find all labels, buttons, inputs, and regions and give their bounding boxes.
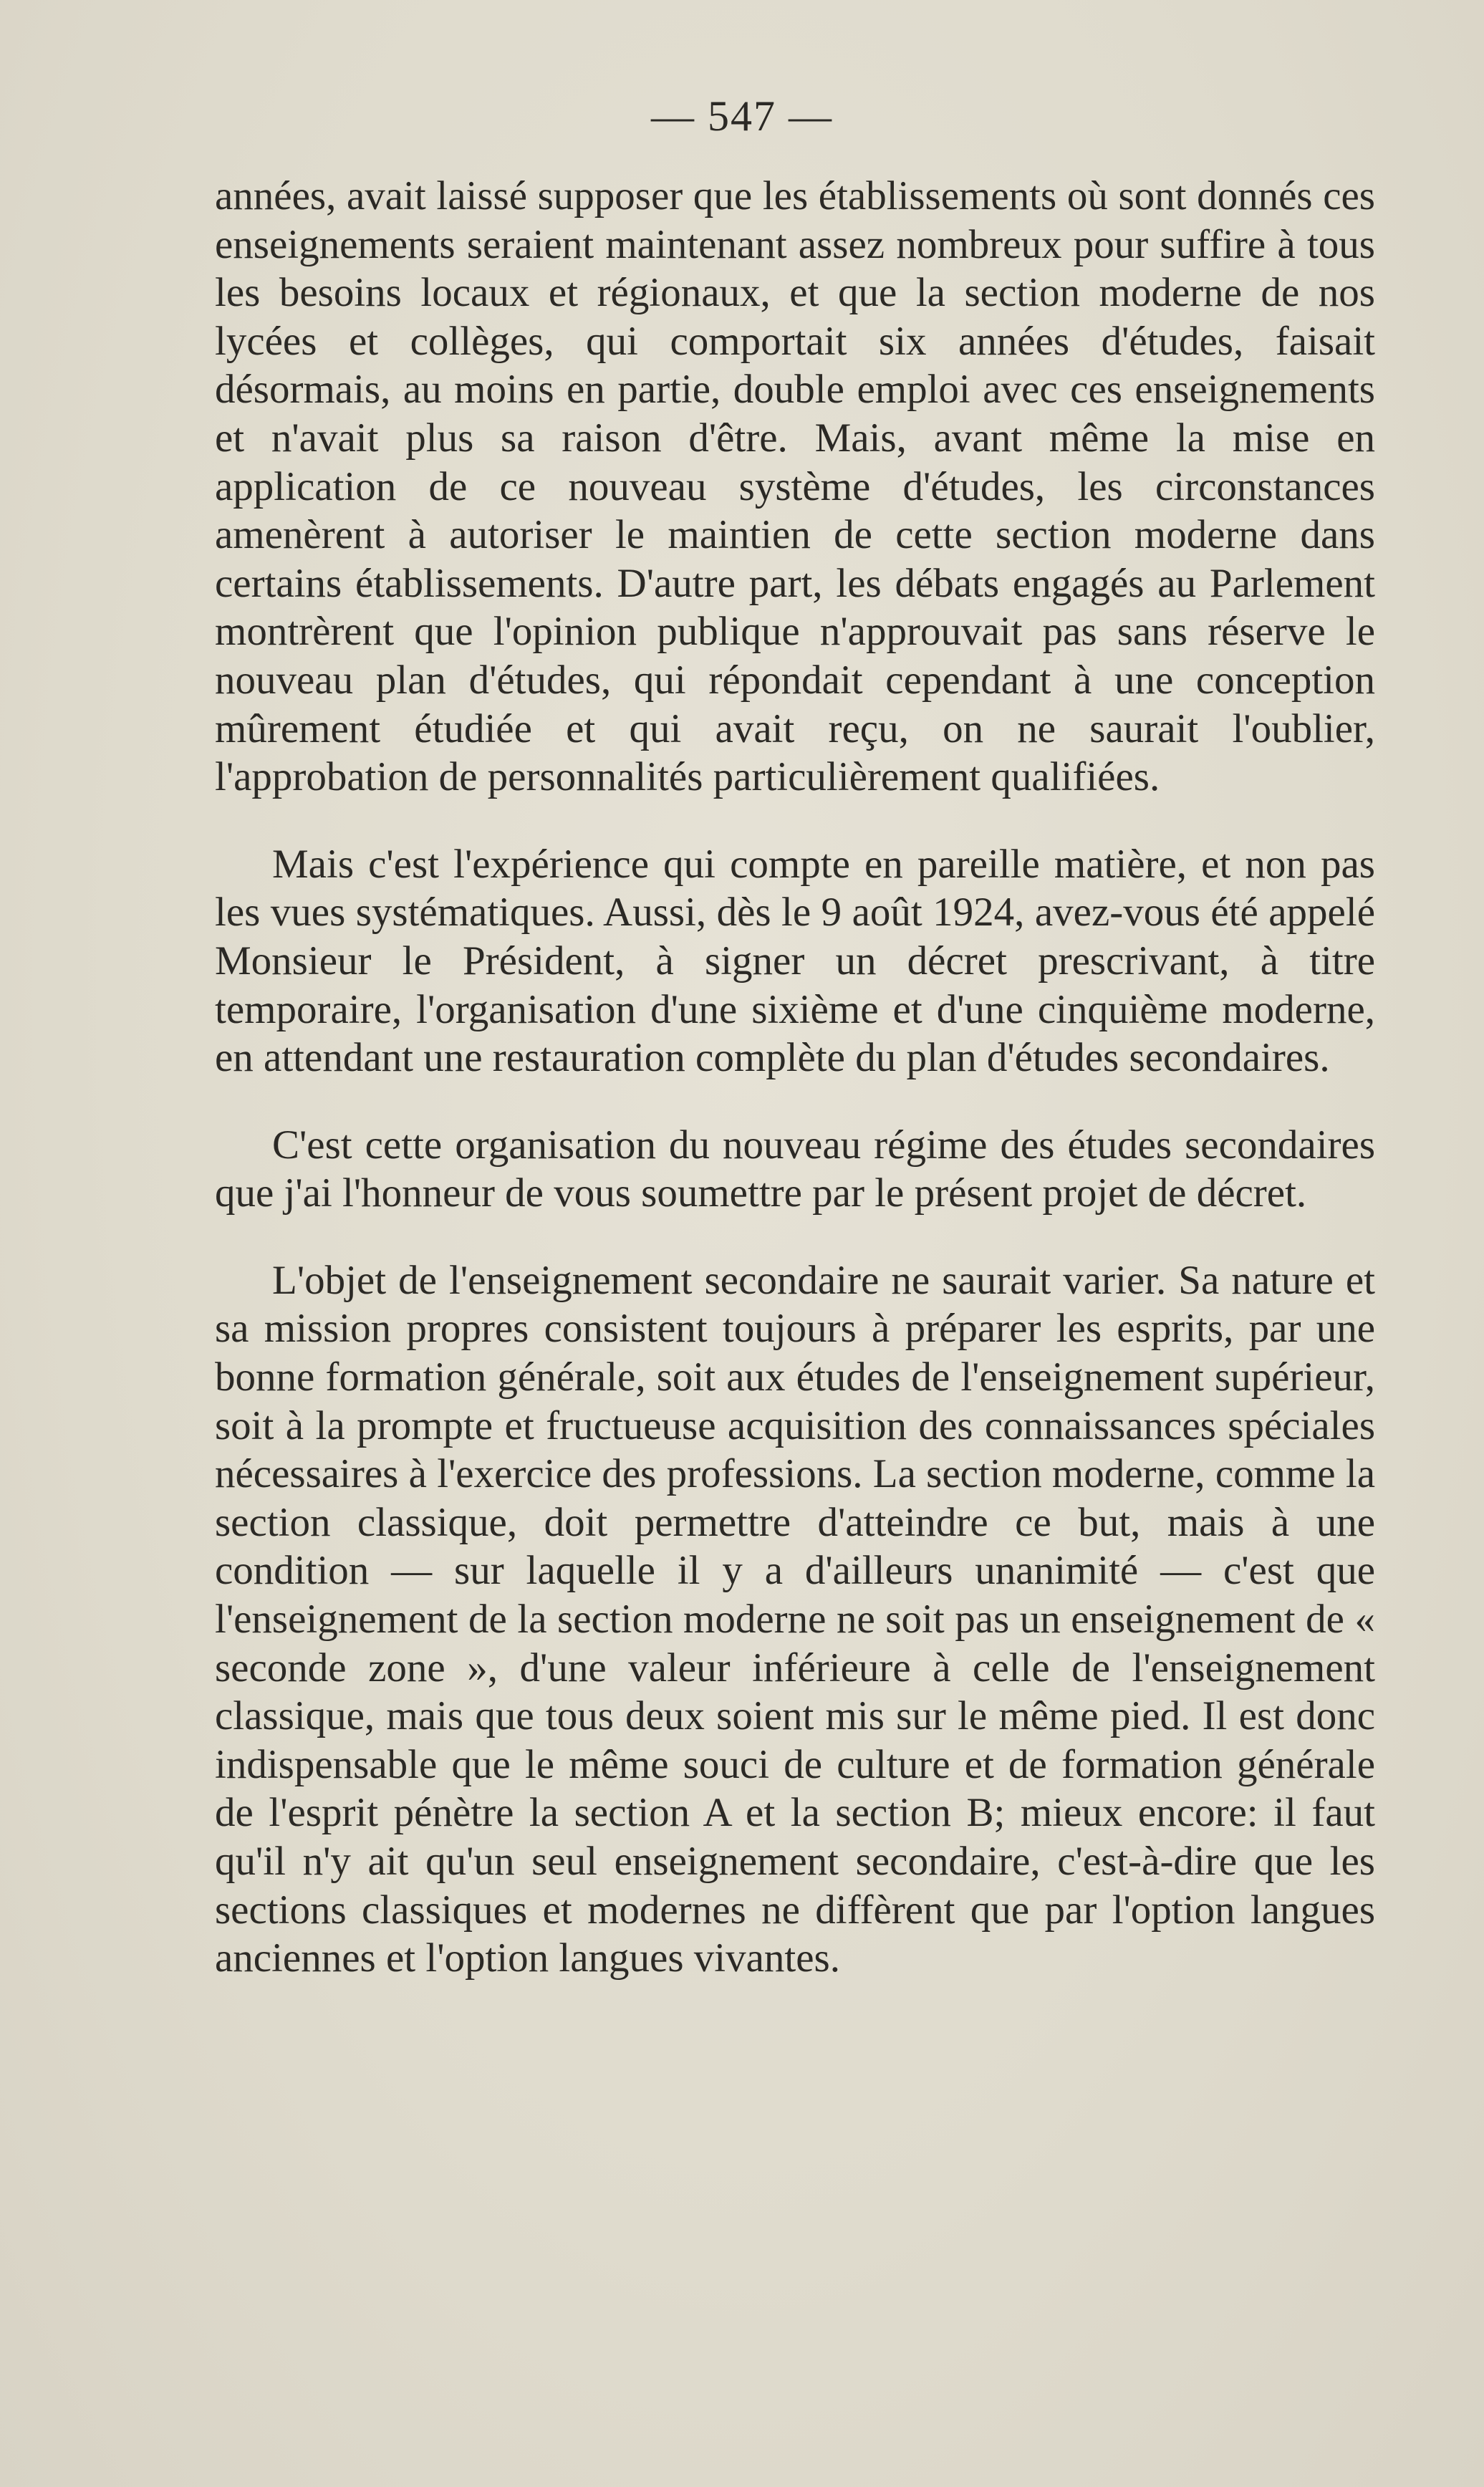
paragraph-3: C'est cette organisation du nouveau régime des études secondaires que j'ai l'honneur de vous soumettre par le présent projet de décret. [215,1122,1375,1216]
paragraph-1: années, avait laissé supposer que les établissements où sont donnés ces enseignements seraient maintenant assez nombreux pour suffire à tous les besoins locaux et régionaux, et que la section moderne de nos lycées et collèges, qui comportait six années d'études, faisait désormais, au moins en partie, double emploi avec ces enseignements et n'avait plus sa raison d'être. Mais, avant même la mise en application de ce nouveau système d'études, les circonstances amenèrent à autoriser le maintien de cette section moderne dans certains établissements. D'autre part, les débats engagés au Parlement montrèrent que l'opinion publique n'approuvait pas sans réserve le nouveau plan d'études, qui répondait cependant à une conception mûrement étudiée et qui avait reçu, on ne saurait l'oublier, l'approbation de personnalités particulièrement qualifiées. [215,173,1375,800]
page-number: — 547 — [651,92,833,140]
paragraph-4: L'objet de l'enseignement secondaire ne saurait varier. Sa nature et sa mission propres consistent toujours à préparer les esprits, par une bonne formation générale, soit aux études de l'enseignement supérieur, soit à la prompte et fructueuse acquisition des connaissances spéciales nécessaires à l'exercice des professions. La section moderne, comme la section classique, doit permettre d'atteindre ce but, mais à une condition — sur laquelle il y a d'ailleurs unanimité — c'est que l'enseignement de la section moderne ne soit pas un enseignement de « seconde zone », d'une valeur inférieure à celle de l'enseignement classique, mais que tous deux soient mis sur le même pied. Il est donc indispensable que le même souci de culture et de formation générale de l'esprit pénètre la section A et la section B; mieux encore: il faut qu'il n'y ait qu'un seul enseignement secondaire, c'est-à-dire que les sections classiques et modernes ne diffèrent que par l'option langues anciennes et l'option langues vivantes. [215,1257,1375,1981]
body-text [215,172,1375,1983]
paragraph-2: Mais c'est l'expérience qui compte en pareille matière, et non pas les vues systématiques. Aussi, dès le 9 août 1924, avez-vous été appelé Monsieur le Président, à signer un décret prescrivant, à titre temporaire, l'organisation d'une sixième et d'une cinquième moderne, en attendant une restauration complète du plan d'études secondaires. [215,841,1375,1081]
